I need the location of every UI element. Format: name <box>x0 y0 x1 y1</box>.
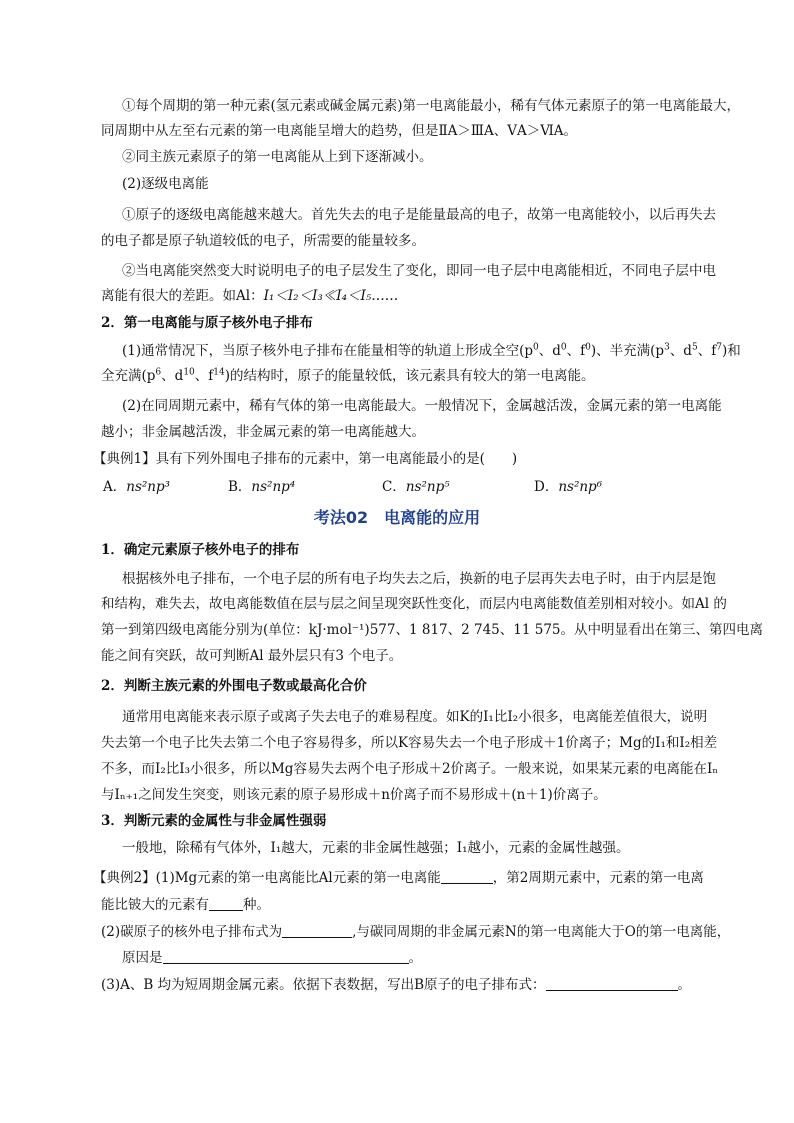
superscript: 0 <box>560 342 567 353</box>
text-segment: 能比铍大的元素有 <box>101 897 209 913</box>
text-line: 同周期中从左至右元素的第一电离能呈增大的趋势，但是ⅡA＞ⅢA、ⅤA＞ⅥA。 <box>101 123 578 139</box>
subheading: 3．判断元素的金属性与非金属性强弱 <box>101 813 327 829</box>
option-letter: C． <box>382 479 406 495</box>
option-d <box>534 475 602 500</box>
option-c <box>382 475 450 500</box>
text-line: ②同主族元素原子的第一电离能从上到下逐渐减小。 <box>122 149 433 165</box>
example-2 <box>93 866 713 891</box>
text-segment: 、d <box>538 343 561 359</box>
superscript: 0 <box>533 342 539 353</box>
text-line: ②当电离能突然变大时说明电子的电子层发生了变化，即同一电子层中电离能相近，不同电子层中电 <box>122 263 716 279</box>
text-line: 根据核外电子排布，一个电子层的所有电子均失去之后，换新的电子层再失去电子时，由于内层是饱 <box>122 571 716 587</box>
text-line: 和结构，难失去，故电离能数值在层与层之间呈现突跃性变化，而层内电离能数值差别相对较小。如Al 的 <box>101 596 727 612</box>
text-segment: 种。 <box>243 897 270 913</box>
answer-blank[interactable] <box>282 923 352 938</box>
subheading: 1．确定元素原子核外电子的排布 <box>101 542 300 558</box>
text-segment: 【典例2】(1)Mg元素的第一电离能比Al元素的第一电离能 <box>93 870 441 886</box>
subheading: 2．判断主族元素的外围电子数或最高化合价 <box>101 678 367 694</box>
superscript: 6 <box>155 367 162 378</box>
text-line: 第一到第四级电离能分别为(单位：kJ·mol⁻¹)577、1 817、2 745、11 575。从中明显看出在第三、第四电离 <box>101 622 763 638</box>
text-segment: 。 <box>677 977 692 993</box>
text-segment: 全充满(p <box>101 368 156 384</box>
text-line: 的电子都是原子轨道较低的电子，所需要的能量较多。 <box>101 233 425 249</box>
superscript: 7 <box>716 342 722 353</box>
text-segment: )的结构时，原子的能量较低，该元素具有较大的第一电离能。 <box>224 368 595 384</box>
answer-blank[interactable] <box>163 949 409 964</box>
answer-blank[interactable] <box>209 896 243 911</box>
text-segment: 、d <box>161 368 184 384</box>
text-line: 不多，而I₂比I₃小很多，所以Mg容易失去两个电子形成＋2价离子。一般来说，如果某元素的电离能在Iₙ <box>101 761 719 777</box>
superscript: 5 <box>691 342 698 353</box>
text-line: ①每个周期的第一种元素(氢元素或碱金属元素)第一电离能最小，稀有气体元素原子的第一电离能最大， <box>122 98 741 114</box>
option-letter: B． <box>228 479 252 495</box>
section-title: 考法02 电离能的应用 <box>313 508 481 527</box>
text-line <box>101 364 721 389</box>
text-segment: (1)通常情况下，当原子核外电子排布在能量相等的轨道上形成全空(p <box>122 343 534 359</box>
text-line: (2)逐级电离能 <box>122 176 209 192</box>
text-segment: )和 <box>721 343 741 359</box>
option-text: ns²np⁶ <box>558 479 603 495</box>
text-segment: ,与碳同周期的非金属元素N的第一电离能大于O的第一电离能， <box>352 924 731 940</box>
answer-blank[interactable] <box>546 976 678 991</box>
text-line: 失去第一个电子比失去第二个电子容易得多，所以K容易失去一个电子形成＋1价离子；Mg的I₁和I₂相差 <box>101 735 718 751</box>
text-line <box>101 284 721 309</box>
text-segment: 。 <box>408 950 422 966</box>
text-segment: (3)A、B 均为短周期金属元素。依据下表数据，写出B原子的电子排布式： <box>101 977 546 993</box>
superscript: 10 <box>183 367 195 378</box>
text-line: (2)在同周期元素中，稀有气体的第一电离能最大。一般情况下，金属越活泼，金属元素的第一电离能 <box>122 398 722 414</box>
text-segment: 原因是 <box>122 950 163 966</box>
superscript: 14 <box>213 367 225 378</box>
subheading: 2．第一电离能与原子核外电子排布 <box>101 315 313 331</box>
text-line: ①原子的逐级电离能越来越大。首先失去的电子是能量最高的电子，故第一电离能较小，以后再失去 <box>122 207 716 223</box>
text-line: 能之间有突跃，故可判断Al 最外层只有3 个电子。 <box>101 648 403 664</box>
option-letter: D． <box>534 479 559 495</box>
superscript: 3 <box>664 342 670 353</box>
text-line <box>122 339 742 364</box>
text-segment: 、f <box>566 343 586 359</box>
ionization-sequence: I₁＜I₂＜I₃≪I₄＜I₅…… <box>263 288 399 304</box>
text-line: 越小；非金属越活泼，非金属元素的第一电离能越大。 <box>101 424 425 440</box>
example-1: 【典例1】具有下列外围电子排布的元素中，第一电离能最小的是( ) <box>93 451 518 467</box>
text-line: 一般地，除稀有气体外，I₁越大，元素的非金属性越强；I₁越小，元素的金属性越强。 <box>122 840 630 856</box>
option-b <box>228 475 295 500</box>
answer-blank[interactable] <box>441 869 493 884</box>
text-segment: 、f <box>194 368 214 384</box>
text-line: 与Iₙ₊₁之间发生突变，则该元素的原子易形成＋n价离子而不易形成＋(n＋1)价离子。 <box>101 787 607 803</box>
option-a <box>103 475 170 500</box>
question-3 <box>101 973 721 998</box>
option-text: ns²np³ <box>126 479 171 495</box>
text-segment: 离能有很大的差距。如Al： <box>101 288 264 304</box>
superscript: 0 <box>585 342 591 353</box>
question-2 <box>101 920 731 945</box>
text-segment: 、f <box>697 343 717 359</box>
text-segment: (2)碳原子的核外电子排布式为 <box>101 924 283 940</box>
text-segment: 、d <box>669 343 692 359</box>
text-line <box>101 893 721 918</box>
option-text: ns²np⁴ <box>251 479 296 495</box>
text-segment: ，第2周期元素中，元素的第一电离 <box>492 870 704 886</box>
option-text: ns²np⁵ <box>405 479 450 495</box>
text-line: 通常用电离能来表示原子或离子失去电子的难易程度。如K的I₁比I₂小很多，电离能差值很大，说明 <box>122 709 708 725</box>
option-letter: A． <box>103 479 127 495</box>
text-segment: )、半充满(p <box>590 343 665 359</box>
text-line <box>122 946 742 971</box>
